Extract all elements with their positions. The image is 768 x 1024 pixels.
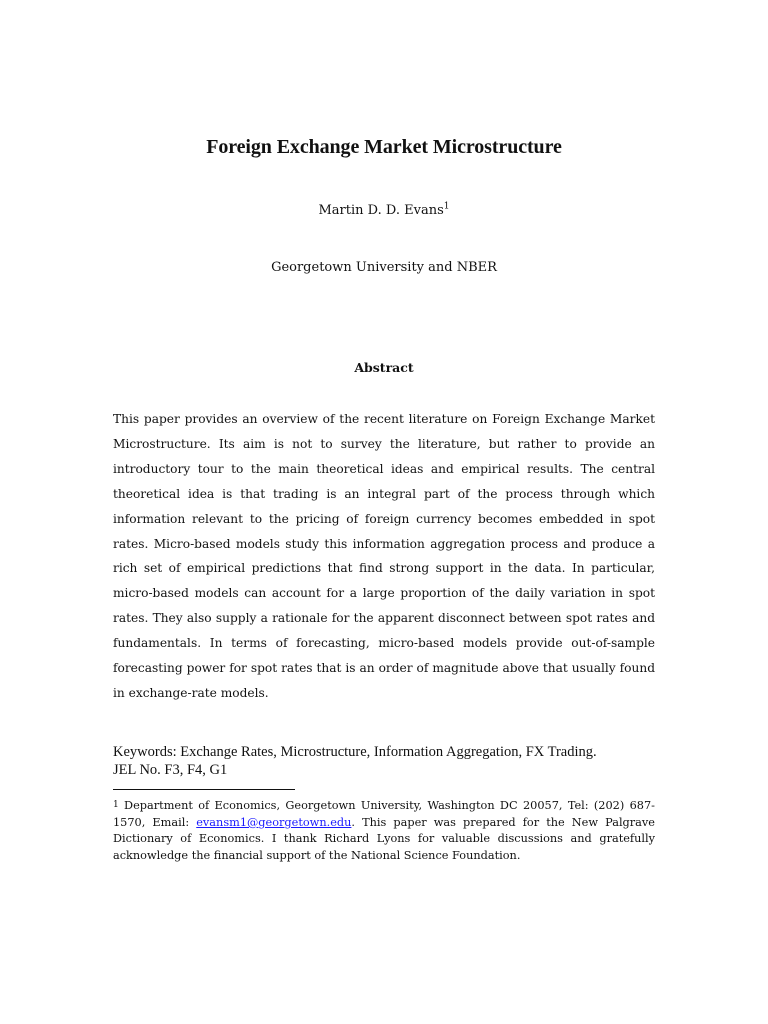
jel-codes: JEL No. F3, F4, G1 [113,762,228,778]
footnote-text-before-email: Department of Economics, Georgetown University, Washington DC 20057, Tel: (202) 687-1570, Email: [113,799,655,829]
paper-title: Foreign Exchange Market Microstructure [206,136,562,158]
keywords: Keywords: Exchange Rates, Microstructure, Information Aggregation, FX Trading. [113,744,597,760]
email-link[interactable]: evansm1@georgetown.edu [196,815,352,829]
footnote-divider [113,789,295,790]
footnote [113,797,655,865]
affiliation: Georgetown University and NBER [271,260,497,275]
author-name: Martin D. D. Evans [318,203,444,218]
abstract-heading: Abstract [354,360,414,375]
footnote-mark: 1 [113,800,119,810]
author-footnote-mark: 1 [443,201,450,212]
abstract-body: This paper provides an overview of the recent literature on Foreign Exchange Market Microstructure. Its aim is not to survey the literature, but rather to provide an introductory tour to the main theoretical ideas and empirical results. The central theoretical idea is that trading is an integral part of the process through which information relevant to the pricing of foreign currency becomes embedded in spot rates. Micro-based models study this information aggregation process and produce a rich set of empirical predictions that find strong support in the data. In particular, micro-based models can account for a large proportion of the daily variation in spot rates. They also supply a rationale for the apparent disconnect between spot rates and fundamentals. In terms of forecasting, micro-based models provide out-of-sample forecasting power for spot rates that is an order of magnitude above that usually found in exchange-rate models. [113,412,655,700]
author-line [0,203,768,218]
footnote-text-after-email: . This paper was prepared for the New Palgrave Dictionary of Economics. I thank Richard Lyons for valuable discussions and gratefully acknowledge the financial support of the National Science Foundation. [113,815,655,863]
